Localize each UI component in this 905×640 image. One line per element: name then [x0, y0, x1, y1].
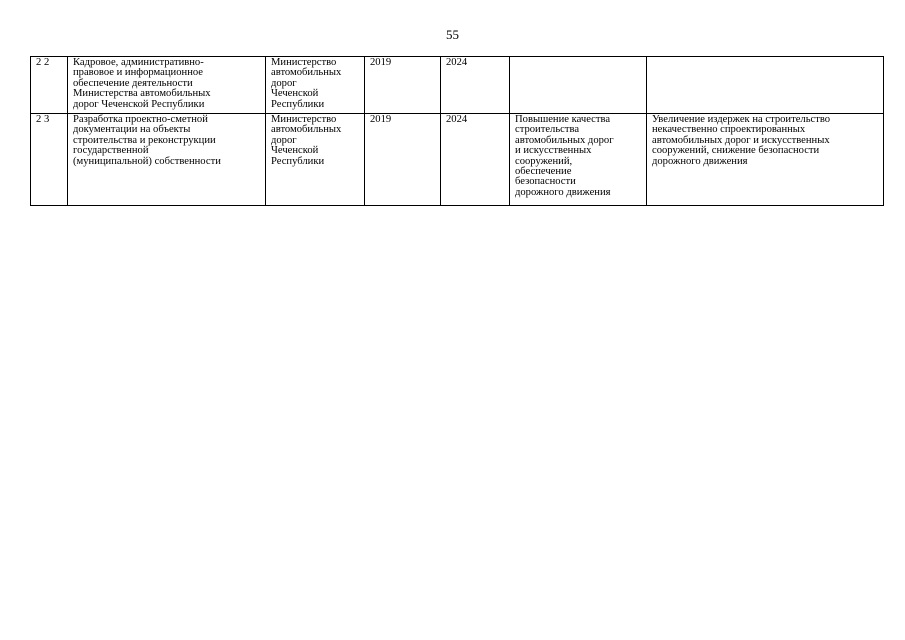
executor-cell	[266, 114, 365, 206]
executor-cell	[266, 57, 365, 114]
row-number-cell	[31, 57, 68, 114]
start-year-cell	[365, 57, 441, 114]
page-number: 55	[446, 27, 459, 42]
measure-name-cell	[68, 114, 266, 206]
start-year: 2019	[370, 114, 392, 125]
end-year: 2024	[446, 57, 468, 68]
consequence-cell	[647, 57, 884, 114]
table-row	[31, 114, 884, 206]
start-year: 2019	[370, 57, 392, 68]
expected-result-cell	[510, 114, 647, 206]
row-number: 2 2	[36, 57, 50, 68]
row-number: 2 3	[36, 114, 50, 125]
measure-name-cell	[68, 57, 266, 114]
end-year-cell	[441, 114, 510, 206]
measure-name: Разработка проектно-сметной документации на объекты строительства и реконструкции государственной (муниципальной) собственности	[73, 114, 221, 167]
measure-name: Кадровое, административно- правовое и информационное обеспечение деятельности Министерства автомобильных дорог Чеченской Республики	[73, 57, 211, 110]
program-measures-table	[30, 56, 884, 206]
row-number-cell	[31, 114, 68, 206]
end-year: 2024	[446, 114, 468, 125]
expected-result: Повышение качества строительства автомобильных дорог и искусственных сооружений, обеспечение безопасности дорожного движения	[515, 114, 614, 198]
end-year-cell	[441, 57, 510, 114]
start-year-cell	[365, 114, 441, 206]
consequence: Увеличение издержек на строительство некачественно спроектированных автомобильных дорог и искусственных сооружений, снижение безопасности дорожного движения	[652, 114, 831, 167]
table-row	[31, 57, 884, 114]
consequence-cell	[647, 114, 884, 206]
executor: Министерство автомобильных дорог Чеченской Республики	[271, 57, 342, 110]
executor: Министерство автомобильных дорог Чеченской Республики	[271, 114, 342, 167]
expected-result-cell	[510, 57, 647, 114]
